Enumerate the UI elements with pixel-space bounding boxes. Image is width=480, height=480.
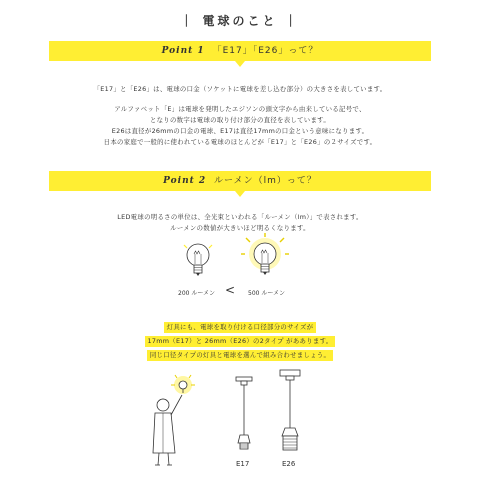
bulb-200lm-icon <box>178 240 218 285</box>
bulb-200lm-label: 200 ルーメン <box>178 290 216 297</box>
fixture-line-3: 同じ口径タイプの灯具と電球を選んで組み合わせましょう。 <box>147 350 333 361</box>
point1-banner <box>49 41 431 65</box>
point1-line-2: アルファベット「E」は電球を発明したエジソンの頭文字から由来している記号で、 <box>114 105 366 113</box>
e17-label: E17 <box>236 460 250 468</box>
point2-line-1: LED電球の明るさの単位は、全光束といわれる「ルーメン（lm）」で表されます。 <box>117 213 363 221</box>
page-title: ｜ 電球のこと ｜ <box>180 14 300 28</box>
fixture-line-1: 灯具にも、電球を取り付ける口径部分のサイズが <box>164 322 317 333</box>
bulb-500lm-icon <box>240 236 290 286</box>
pendant-e26-icon <box>276 370 304 457</box>
e26-label: E26 <box>282 460 296 468</box>
point1-line-5: 日本の家庭で一般的に使われている電球のほとんどが「E17」と「E26」の２サイズです。 <box>103 138 377 146</box>
inventor-illustration <box>145 375 200 470</box>
fixture-line-2: 17mm（E17）と 26mm（E26）の2タイプ がああります。 <box>145 336 336 347</box>
point2-banner <box>49 171 431 195</box>
point2-heading: ルーメン（lm）って？ <box>214 176 317 186</box>
pendant-e17-icon <box>232 377 256 457</box>
point1-label: Point 1 <box>161 46 205 56</box>
point1-heading: 「E17」「E26」って？ <box>212 46 319 56</box>
compare-symbol: < <box>225 283 236 297</box>
bulb-500lm-label: 500 ルーメン <box>248 290 286 297</box>
point2-label: Point 2 <box>163 176 207 186</box>
point2-line-2: ルーメンの数値が大きいほど明るくなります。 <box>170 224 310 232</box>
point1-line-3: となりの数字は電球の取り付け部分の直径を表しています。 <box>149 116 331 124</box>
point1-line-1: 「E17」と「E26」は、電球の口金（ソケットに電球を差し込む部分）の大きさを表しています。 <box>93 85 387 93</box>
point1-line-4: E26は直径が26mmの口金の電球、E17は直径17mmの口金という意味になります。 <box>111 127 369 135</box>
